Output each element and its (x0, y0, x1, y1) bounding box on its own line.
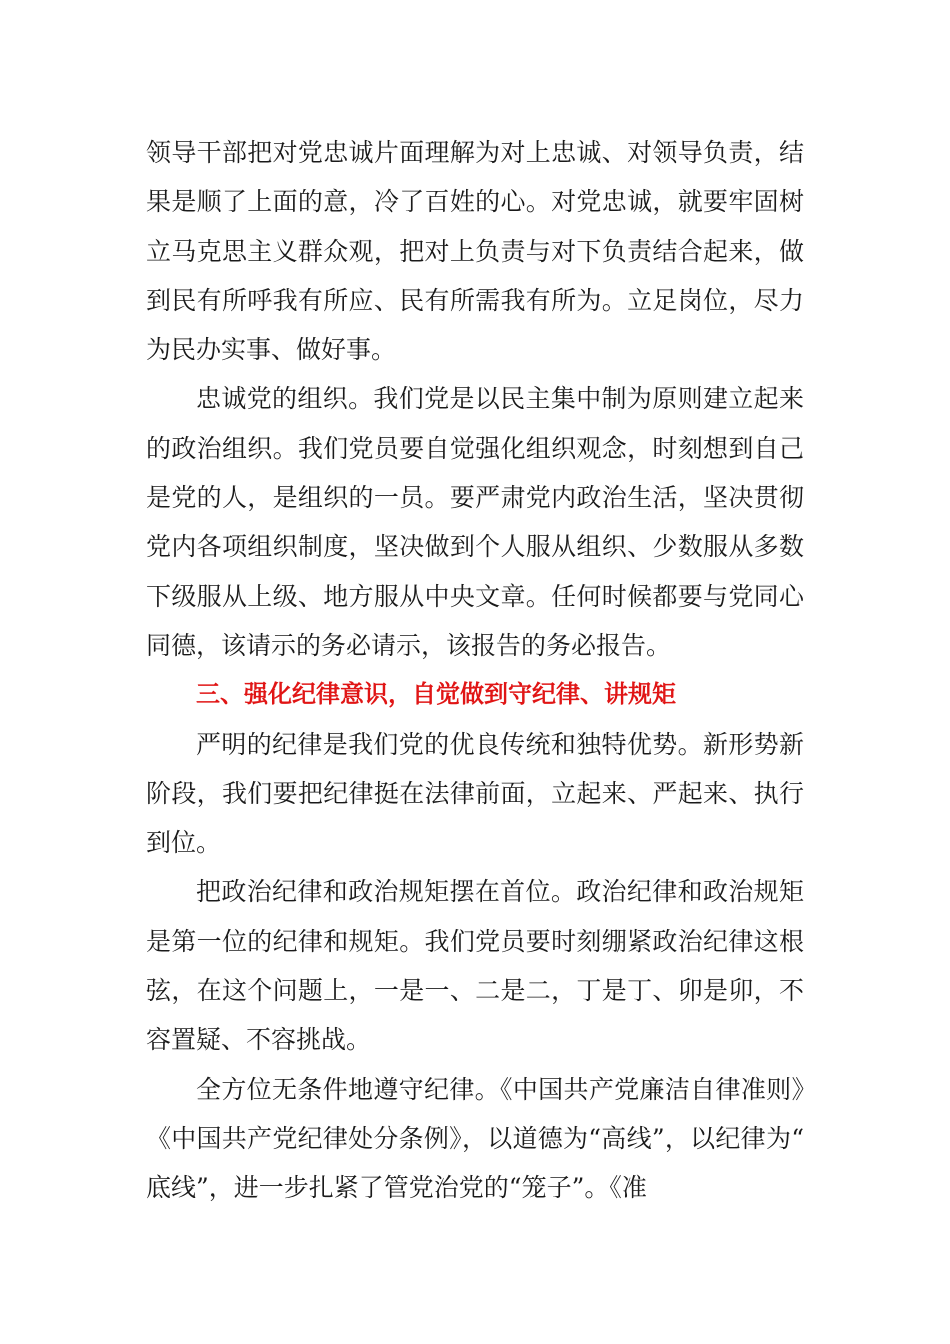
document-page (146, 128, 804, 1213)
paragraph-political-discipline: 把政治纪律和政治规矩摆在首位。政治纪律和政治规矩是第一位的纪律和规矩。我们党员要时刻绷紧政治纪律这根弦，在这个问题上，一是一、二是二，丁是丁、卯是卯，不容置疑、不容挑战。 (146, 877, 804, 1055)
section-heading: 三、强化纪律意识，自觉做到守纪律、讲规矩 (196, 680, 676, 709)
paragraph-discipline-intro: 严明的纪律是我们党的优良传统和独特优势。新形势新阶段，我们要把纪律挺在法律前面，立起来、严起来、执行到位。 (146, 729, 804, 858)
paragraph-comprehensive-discipline: 全方位无条件地遵守纪律。《中国共产党廉洁自律准则》《中国共产党纪律处分条例》，以道德为“高线”，以纪律为“底线”，进一步扎紧了管党治党的“笼子”。《准 (146, 1074, 804, 1203)
paragraph-party-organization: 忠诚党的组织。我们党是以民主集中制为原则建立起来的政治组织。我们党员要自觉强化组织观念，时刻想到自己是党的人，是组织的一员。要严肃党内政治生活，坚决贯彻党内各项组织制度，坚决做到个人服从组织、少数服从多数下级服从上级、地方服从中央文章。任何时候都要与党同心同德，该请示的务必请示，该报告的务必报告。 (146, 384, 804, 660)
paragraph-continuation: 领导干部把对党忠诚片面理解为对上忠诚、对领导负责，结果是顺了上面的意，冷了百姓的心。对党忠诚，就要牢固树立马克思主义群众观，把对上负责与对下负责结合起来，做到民有所呼我有所应、民有所需我有所为。立足岗位，尽力为民办实事、做好事。 (146, 138, 804, 365)
